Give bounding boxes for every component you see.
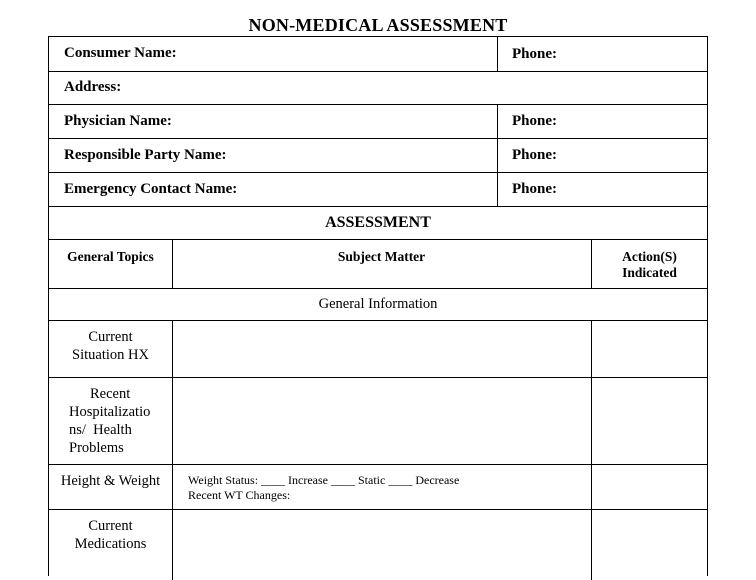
column-header-action (591, 249, 708, 281)
topic-current-situation (48, 328, 173, 364)
divider (48, 239, 708, 240)
section-general-information: General Information (318, 296, 438, 312)
phone-label: Phone: (512, 46, 557, 62)
assessment-heading: ASSESSMENT (325, 214, 431, 231)
phone-label: Phone: (512, 113, 557, 129)
divider (591, 320, 592, 580)
consumer-name-label: Consumer Name: (64, 45, 177, 61)
divider (48, 71, 708, 72)
topic-line: Hospitalizatio (69, 404, 151, 420)
topic-line: Medications (74, 536, 147, 552)
topic-line: Situation HX (72, 347, 149, 363)
divider (48, 138, 708, 139)
phone-label: Phone: (512, 147, 557, 163)
topic-line: ns/ Health (69, 422, 132, 438)
topic-height-weight: Height & Weight (60, 473, 161, 489)
divider (497, 36, 498, 71)
topic-line: Recent (90, 386, 131, 402)
divider (48, 377, 708, 378)
phone-label: Phone: (512, 181, 557, 197)
weight-status-line: Weight Status: ____ Increase ____ Static ____ Decrease (188, 473, 460, 487)
topic-line: Current (88, 518, 133, 534)
emergency-contact-label: Emergency Contact Name: (64, 181, 238, 197)
divider (48, 288, 708, 289)
topic-line: Current (88, 329, 133, 345)
topic-line: Problems (69, 440, 124, 456)
divider (48, 104, 708, 105)
column-header-action-line: Action(S) (622, 249, 677, 264)
divider (48, 320, 708, 321)
page-title: NON-MEDICAL ASSESSMENT (248, 15, 508, 35)
column-header-action-line: Indicated (622, 265, 677, 280)
topic-current-medications (48, 517, 173, 553)
divider (48, 509, 708, 510)
divider (48, 206, 708, 207)
recent-wt-changes-line: Recent WT Changes: (188, 488, 291, 502)
topic-recent-hospitalizations (48, 385, 173, 457)
column-header-topics: General Topics (67, 249, 154, 264)
column-header-subject: Subject Matter (337, 249, 426, 264)
divider (497, 104, 498, 206)
responsible-party-label: Responsible Party Name: (64, 147, 227, 163)
divider (48, 464, 708, 465)
address-label: Address: (64, 79, 122, 95)
physician-name-label: Physician Name: (64, 113, 172, 129)
divider (48, 172, 708, 173)
